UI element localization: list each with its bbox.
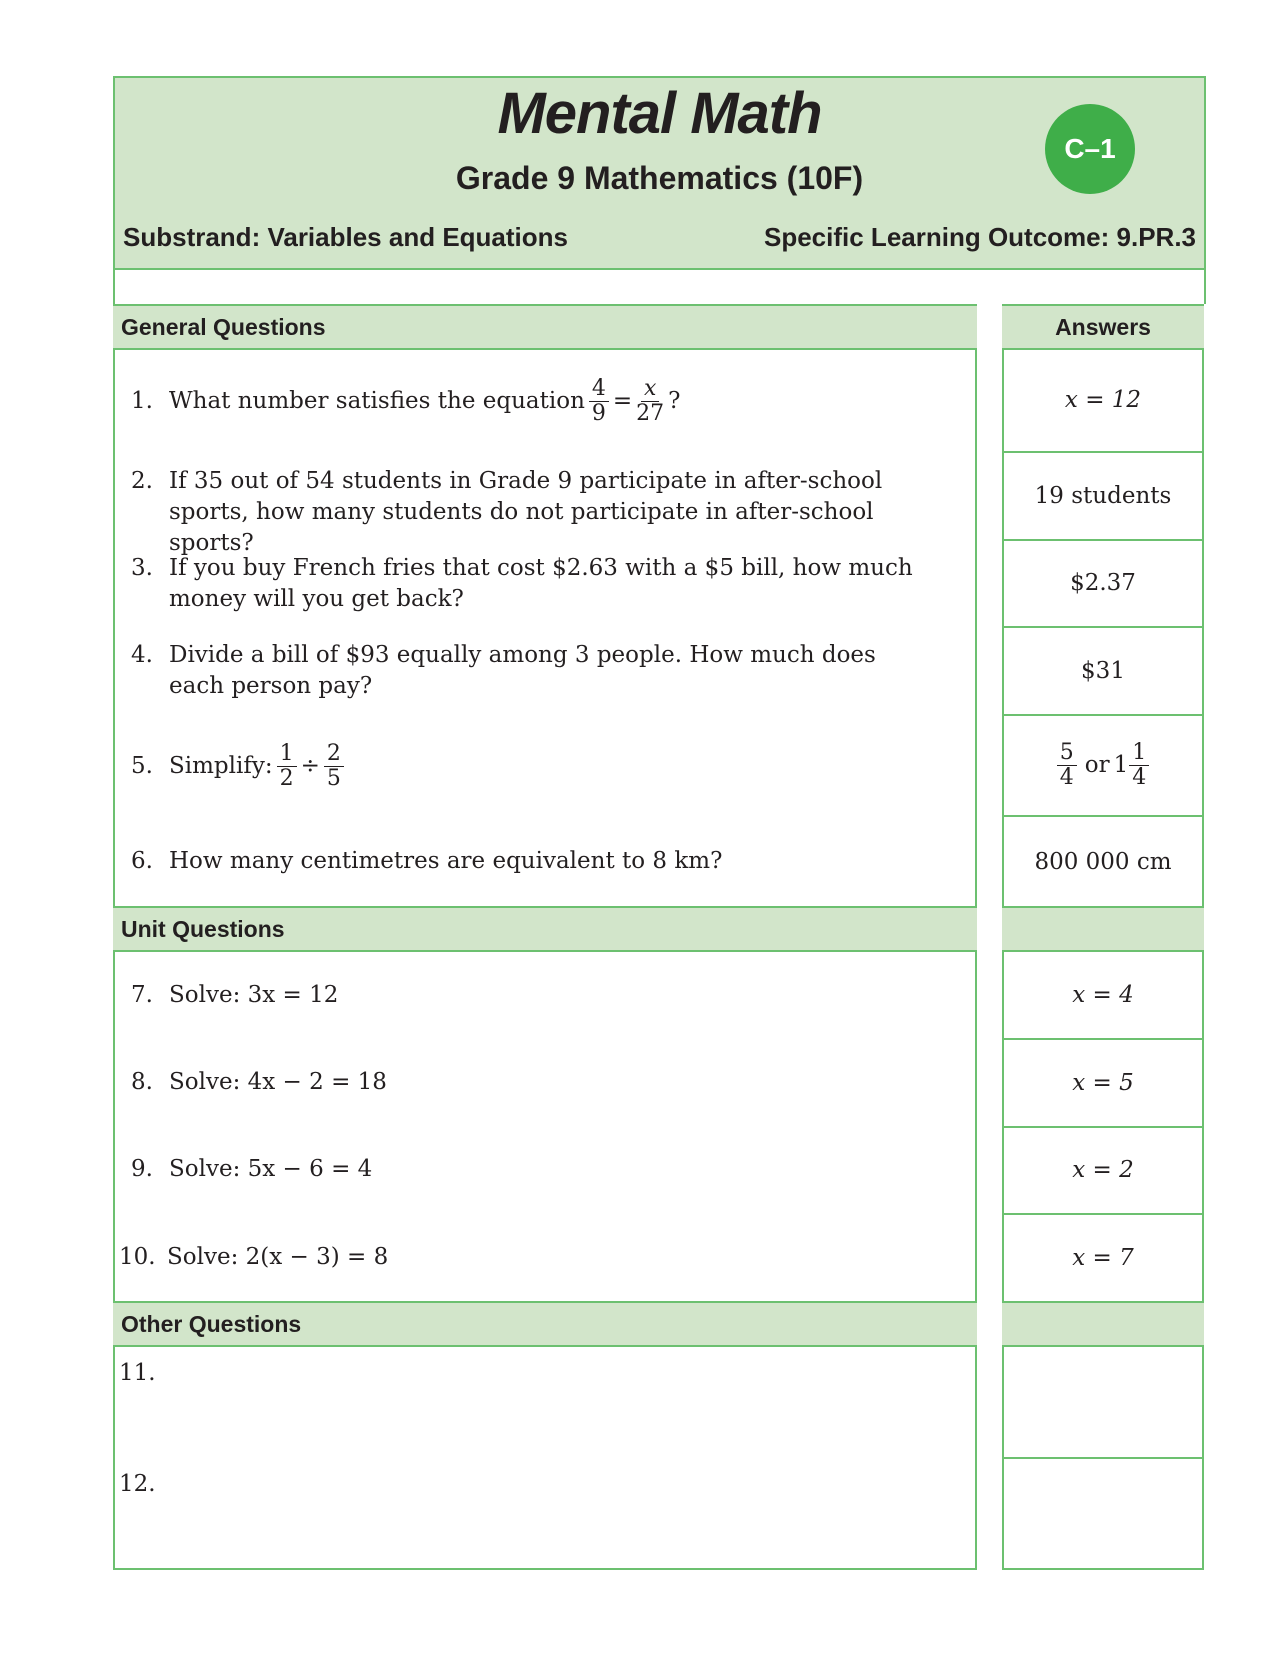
question-2 bbox=[131, 466, 951, 559]
numerator: x bbox=[641, 377, 659, 402]
learning-outcome-label: Specific Learning Outcome: 9.PR.3 bbox=[764, 222, 1196, 252]
question-9 bbox=[131, 1154, 372, 1185]
question-number: 6. bbox=[131, 848, 153, 874]
answer-7: x = 4 bbox=[1002, 951, 1204, 1040]
numerator: 5 bbox=[1057, 741, 1077, 766]
question-text: If 35 out of 54 students in Grade 9 participate in after-school sports, how many students do not participate in after-school sports? bbox=[169, 468, 883, 556]
numerator: 1 bbox=[1129, 741, 1149, 766]
answer-8: x = 5 bbox=[1002, 1039, 1204, 1128]
fraction bbox=[1057, 741, 1077, 790]
question-3 bbox=[131, 553, 951, 615]
question-8 bbox=[131, 1067, 387, 1098]
question-6 bbox=[131, 846, 722, 877]
denominator: 5 bbox=[326, 765, 341, 791]
question-10 bbox=[119, 1242, 388, 1273]
question-number: 9. bbox=[131, 1156, 153, 1182]
divide-sign: ÷ bbox=[300, 752, 320, 779]
question-text: Divide a bill of $93 equally among 3 people. How much does each person pay? bbox=[169, 642, 876, 699]
question-number: 11. bbox=[119, 1360, 156, 1386]
question-number: 7. bbox=[131, 982, 153, 1008]
answer-11 bbox=[1002, 1346, 1204, 1459]
denominator: 9 bbox=[591, 400, 606, 426]
numerator: 1 bbox=[277, 742, 297, 767]
answers-unit-header bbox=[1002, 906, 1204, 952]
page-header bbox=[113, 76, 1206, 270]
question-number: 10. bbox=[119, 1244, 156, 1270]
section-header-answers: Answers bbox=[1002, 304, 1204, 350]
question-5 bbox=[131, 740, 348, 792]
header-gap bbox=[113, 268, 1206, 304]
answer-10: x = 7 bbox=[1072, 1245, 1134, 1271]
denominator: 2 bbox=[279, 765, 294, 791]
question-7 bbox=[131, 980, 338, 1011]
question-number: 12. bbox=[119, 1471, 156, 1497]
answer-5 bbox=[1002, 715, 1204, 817]
question-1 bbox=[131, 375, 681, 427]
page-title: Mental Math bbox=[497, 81, 822, 146]
section-header-general: General Questions bbox=[113, 304, 977, 350]
fraction bbox=[589, 377, 609, 426]
question-mark: ? bbox=[668, 387, 681, 414]
question-12 bbox=[119, 1469, 157, 1500]
numerator: 2 bbox=[324, 742, 344, 767]
question-text: Solve: 2(x − 3) = 8 bbox=[167, 1244, 389, 1270]
answers-other-header bbox=[1002, 1301, 1204, 1347]
substrand-label: Substrand: Variables and Equations bbox=[123, 222, 568, 252]
answer-4: $31 bbox=[1002, 627, 1204, 716]
question-text: Solve: 3x = 12 bbox=[169, 982, 339, 1008]
question-4 bbox=[131, 640, 951, 702]
fraction bbox=[324, 742, 344, 791]
whole-number: 1 bbox=[1113, 752, 1129, 778]
question-number: 5. bbox=[131, 752, 153, 779]
fraction bbox=[1129, 741, 1149, 790]
sheet-badge: C–1 bbox=[1045, 104, 1135, 194]
question-text: How many centimetres are equivalent to 8 km? bbox=[169, 848, 723, 874]
answer-6: 800 000 cm bbox=[1034, 848, 1172, 875]
question-text: Solve: 4x − 2 = 18 bbox=[169, 1069, 387, 1095]
denominator: 4 bbox=[1059, 764, 1074, 790]
question-text: If you buy French fries that cost $2.63 with a $5 bill, how much money will you get back? bbox=[169, 555, 913, 612]
answer-3: $2.37 bbox=[1002, 540, 1204, 628]
denominator: 4 bbox=[1132, 764, 1147, 790]
fraction bbox=[277, 742, 297, 791]
question-text: Simplify: bbox=[169, 752, 273, 779]
question-number: 3. bbox=[131, 555, 153, 581]
question-number: 2. bbox=[131, 468, 153, 494]
denominator: 27 bbox=[636, 400, 665, 426]
answer-9: x = 2 bbox=[1002, 1127, 1204, 1215]
question-text: Solve: 5x − 6 = 4 bbox=[169, 1156, 373, 1182]
answer-12 bbox=[1002, 1458, 1204, 1568]
question-number: 4. bbox=[131, 642, 153, 668]
question-text: What number satisfies the equation bbox=[169, 387, 585, 414]
answer-2: 19 students bbox=[1002, 452, 1204, 541]
or-text: or bbox=[1084, 752, 1110, 778]
question-11 bbox=[119, 1358, 157, 1389]
page-subtitle: Grade 9 Mathematics (10F) bbox=[455, 160, 864, 196]
fraction bbox=[636, 377, 664, 426]
question-number: 1. bbox=[131, 387, 153, 414]
answer-1: x = 12 bbox=[1002, 349, 1204, 453]
equals-sign: = bbox=[612, 387, 633, 414]
numerator: 4 bbox=[589, 377, 609, 402]
section-header-unit: Unit Questions bbox=[113, 906, 977, 952]
section-header-other: Other Questions bbox=[113, 1301, 977, 1347]
question-number: 8. bbox=[131, 1069, 153, 1095]
